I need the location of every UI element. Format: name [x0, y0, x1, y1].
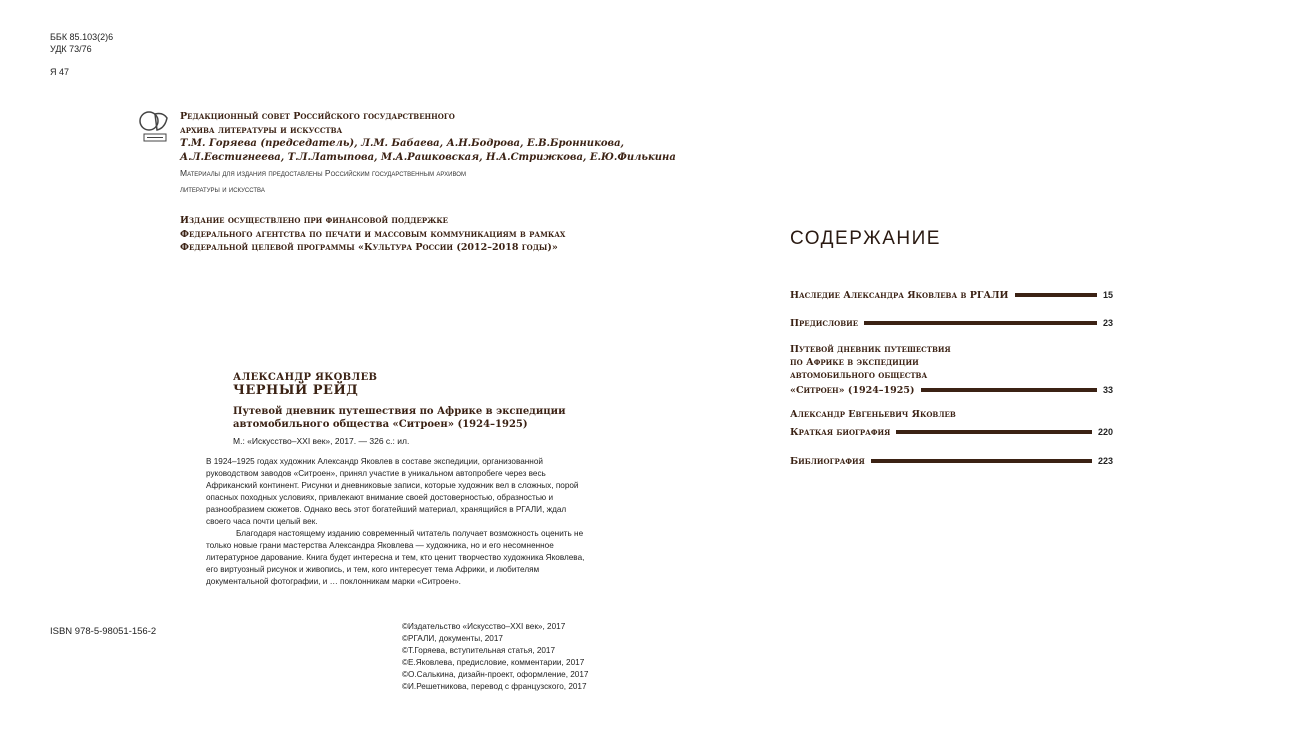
copyright-line: ©О.Салькина, дизайн-проект, оформление, 2017 [402, 670, 589, 679]
copyright-line: ©Е.Яковлева, предисловие, комментарии, 2017 [402, 658, 585, 667]
toc-page-number: 33 [1102, 385, 1113, 395]
leader-bar [1015, 293, 1097, 297]
leader-bar [864, 321, 1097, 325]
book-title: ЧЕРНЫЙ РЕЙД [233, 383, 359, 398]
classification-codes [50, 31, 113, 55]
copyright-line: ©РГАЛИ, документы, 2017 [402, 634, 503, 643]
toc-entry[interactable] [790, 344, 1113, 397]
editorial-board [180, 110, 676, 196]
toc-entry-title: Предисловие [790, 317, 859, 329]
copyright-line: ©И.Решетникова, перевод с французского, 2017 [402, 682, 587, 691]
subtitle-line: Путевой дневник путешествия по Африке в экспедиции [233, 406, 566, 417]
toc-entry-title: Библиография [790, 455, 865, 467]
editorial-members-2: А.Л.Евстигнеева, Т.Л.Латыпова, М.А.Рашковская, Н.А.Стрижкова, Е.Ю.Филькина [180, 151, 676, 163]
subtitle-line: автомобильного общества «Ситроен» (1924–1925) [233, 418, 528, 430]
annotation-paragraph: Благодаря настоящему изданию современный читатель получает возможность оценить не только новые грани мастерства Александра Яковлева — художника, но и его несомненное литературное дарование. Книга будет интересна и тем, кто ценит творчество художника Яковлева, его виртуозный рисунок и живопись, и тем, кого интересует тема Африки, и любителям документальной фотографии, и … поклонникам марки «Ситроен». [206, 529, 585, 586]
copyright-line: ©Издательство «Искусство–XXI век», 2017 [402, 622, 566, 631]
toc-page-number: 15 [1102, 290, 1113, 300]
bbk-code: ББК 85.103(2)6 [50, 32, 114, 42]
toc-entry-line: Путевой дневник путешествия [790, 344, 951, 355]
leader-bar [921, 388, 1097, 392]
udk-code: УДК 73/76 [50, 44, 92, 54]
toc-entry-line: автомобильного общества [790, 370, 928, 381]
imprint: М.: «Искусство–XXI век», 2017. — 326 с.: ил. [233, 436, 410, 446]
copyright-list [402, 621, 588, 693]
annotation [206, 456, 586, 588]
toc-entry-title: Наследие Александра Яковлева в РГАЛИ [790, 289, 1009, 301]
materials-note: Материалы для издания предоставлены Российским государственным архивом [180, 168, 466, 178]
annotation-paragraph: В 1924–1925 годах художник Александр Яковлев в составе экспедиции, организованной руководством заводов «Ситроен», принял участие в уникальном автопробеге через весь Африканский континент. Рисунки и дневниковые записи, которые художник вел в сложных, порой опасных походных условиях, привлекают внимание своей достоверностью, образностью и разнообразием сюжетов. Однако весь этот богатейший материал, хранящийся в РГАЛИ, ждал своего часа почти целый век. [206, 457, 579, 526]
isbn: ISBN 978-5-98051-156-2 [50, 626, 157, 637]
toc-page-number: 220 [1097, 427, 1113, 437]
toc-page-number: 23 [1102, 318, 1113, 328]
editorial-members: Т.М. Горяева (председатель), Л.М. Бабаева, А.Н.Бодрова, Е.В.Бронникова, [180, 138, 625, 149]
toc-entry[interactable] [790, 454, 1113, 468]
funding-line: Федеральной целевой программы «Культура России (2012–2018 годы)» [180, 242, 558, 253]
book-subtitle [233, 406, 566, 431]
toc-entry-title: Краткая биография [790, 426, 891, 438]
author-name: АЛЕКСАНДР ЯКОВЛЕВ [233, 372, 378, 383]
archive-logo [137, 108, 173, 144]
materials-note-2: литературы и искусства [180, 184, 265, 194]
toc-entry-line: Александр Евгеньевич Яковлев [790, 409, 956, 420]
toc-entry[interactable] [790, 316, 1113, 330]
toc-entry[interactable] [790, 409, 1113, 439]
funding-note [180, 214, 565, 255]
contents-heading: СОДЕРЖАНИЕ [790, 228, 941, 249]
toc-page-number: 223 [1097, 456, 1113, 466]
toc-entry[interactable] [790, 288, 1113, 302]
funding-line: Федерального агентства по печати и массовым коммуникациям в рамках [180, 228, 566, 240]
toc-entry-title: «Ситроен» (1924–1925) [790, 384, 915, 396]
book-title-block [233, 372, 377, 398]
editorial-heading: Редакционный совет Российского государственного [180, 111, 455, 122]
leader-bar [896, 430, 1092, 434]
funding-line: Издание осуществлено при финансовой поддержке [180, 215, 449, 226]
toc-entry-line: по Африке в экспедиции [790, 357, 919, 368]
leader-bar [871, 459, 1092, 463]
author-mark: Я 47 [50, 67, 70, 77]
editorial-heading-2: архива литературы и искусства [180, 124, 343, 136]
copyright-line: ©Т.Горяева, вступительная статья, 2017 [402, 646, 556, 655]
